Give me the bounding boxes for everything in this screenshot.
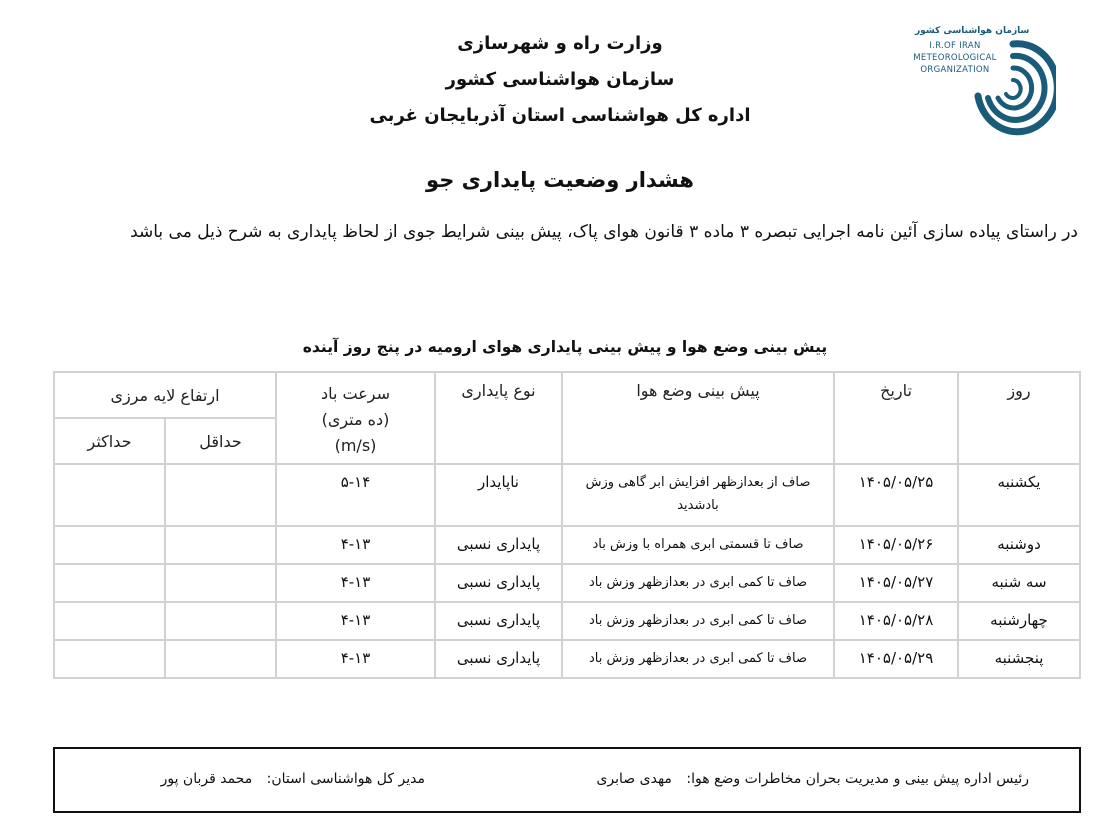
cell-min — [165, 526, 276, 564]
header-day: روز — [958, 372, 1080, 464]
forecast-table — [53, 371, 1081, 679]
ministry-name: وزارت راه و شهرسازی — [457, 33, 663, 54]
cell-weather: صاف تا قسمتی ابری همراه با وزش باد — [562, 526, 834, 564]
cell-wind: ۴-۱۳ — [276, 602, 435, 640]
cell-min — [165, 564, 276, 602]
header-boundary-layer: ارتفاع لایه مرزی — [54, 372, 276, 418]
cell-max — [54, 526, 165, 564]
cell-day: یکشنبه — [958, 464, 1080, 526]
cell-stability: پایداری نسبی — [435, 640, 562, 678]
cell-stability: ناپایدار — [435, 464, 562, 526]
cell-wind: ۴-۱۳ — [276, 564, 435, 602]
cell-date: ۱۴۰۵/۰۵/۲۷ — [834, 564, 958, 602]
page-title: هشدار وضعیت پایداری جو — [426, 168, 694, 192]
table-caption: پیش بینی وضع هوا و پیش بینی پایداری هوای ارومیه در پنج روز آینده — [302, 338, 828, 356]
cell-max — [54, 464, 165, 526]
cell-max — [54, 564, 165, 602]
organization-name: سازمان هواشناسی کشور — [445, 69, 675, 90]
header-weather: پیش بینی وضع هوا — [562, 372, 834, 464]
cell-day: سه شنبه — [958, 564, 1080, 602]
header-date: تاریخ — [834, 372, 958, 464]
cell-stability: پایداری نسبی — [435, 564, 562, 602]
cell-day: دوشنبه — [958, 526, 1080, 564]
cell-weather: صاف از بعدازظهر افزایش ابر گاهی وزش بادشدید — [562, 464, 834, 526]
forecast-head-name: مهدی صابری — [596, 771, 672, 787]
logo-persian-text: سازمان هواشناسی کشور — [915, 26, 1030, 36]
meteorological-organization-logo — [905, 22, 1060, 140]
cell-day: چهارشنبه — [958, 602, 1080, 640]
table-row — [54, 640, 1080, 678]
cell-max — [54, 602, 165, 640]
ministry-header — [360, 26, 760, 134]
cell-date: ۱۴۰۵/۰۵/۲۶ — [834, 526, 958, 564]
cell-max — [54, 640, 165, 678]
cell-wind: ۴-۱۳ — [276, 526, 435, 564]
cell-wind: ۵-۱۴ — [276, 464, 435, 526]
director-label: مدیر کل هواشناسی استان: — [266, 771, 425, 787]
cell-date: ۱۴۰۵/۰۵/۲۵ — [834, 464, 958, 526]
cell-weather: صاف تا کمی ابری در بعدازظهر وزش باد — [562, 602, 834, 640]
table-row — [54, 526, 1080, 564]
table-row — [54, 602, 1080, 640]
intro-paragraph: در راستای پیاده سازی آئین نامه اجرایی تبصره ۳ ماده ۳ قانون هوای پاک، پیش بینی شرایط جوی از لحاظ پایداری به شرح ذیل می باشد — [130, 222, 1078, 242]
cell-min — [165, 602, 276, 640]
logo-english-text: I.R.OF IRAN METEOROLOGICAL ORGANIZATION — [913, 41, 997, 75]
cell-day: پنجشنبه — [958, 640, 1080, 678]
forecast-head-signature — [596, 771, 1029, 787]
cell-date: ۱۴۰۵/۰۵/۲۹ — [834, 640, 958, 678]
cell-stability: پایداری نسبی — [435, 602, 562, 640]
header-stability: نوع پایداری — [435, 372, 562, 464]
signature-box — [53, 747, 1081, 813]
header-wind-speed: سرعت باد (ده متری) (m/s) — [276, 372, 435, 464]
cell-weather: صاف تا کمی ابری در بعدازظهر وزش باد — [562, 640, 834, 678]
director-signature — [161, 771, 425, 787]
director-name: محمد قربان پور — [160, 771, 253, 787]
cell-min — [165, 640, 276, 678]
spiral-icon — [970, 36, 1056, 138]
cell-weather: صاف تا کمی ابری در بعدازظهر وزش باد — [562, 564, 834, 602]
header-max: حداکثر — [54, 418, 165, 464]
forecast-head-label: رئیس اداره پیش بینی و مدیریت بحران مخاطرات وضع هوا: — [686, 771, 1029, 787]
header-min: حداقل — [165, 418, 276, 464]
department-name: اداره کل هواشناسی استان آذربایجان غربی — [369, 105, 751, 126]
cell-stability: پایداری نسبی — [435, 526, 562, 564]
cell-wind: ۴-۱۳ — [276, 640, 435, 678]
cell-date: ۱۴۰۵/۰۵/۲۸ — [834, 602, 958, 640]
cell-min — [165, 464, 276, 526]
table-row — [54, 464, 1080, 526]
table-row — [54, 564, 1080, 602]
